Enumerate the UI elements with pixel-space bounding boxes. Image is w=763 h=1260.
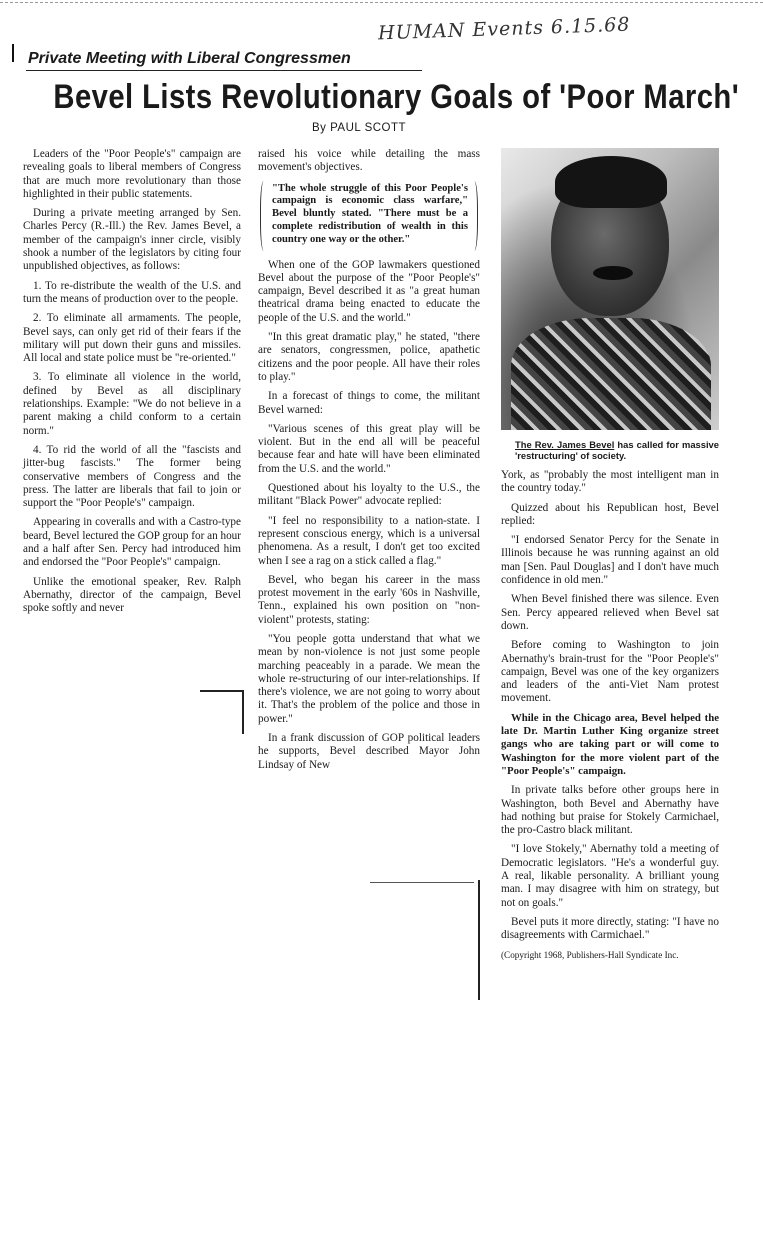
paragraph: Bevel puts it more directly, stating: "I have no disagreements with Carmichael." [501, 915, 719, 942]
paragraph: Quizzed about his Republican host, Bevel replied: [501, 501, 719, 527]
kicker-side-rule [12, 44, 14, 62]
paragraph: "I endorsed Senator Percy for the Senate in Illinois because he was running against an old man [Sen. Paul Douglas] and I don't have much confidence in old men." [501, 534, 719, 587]
paragraph: "You people gotta understand that what we mean by non-violence is not just some people marching peaceably in a parade. We mean the whole re-structuring of our inter-relationships. If there's violence, we are not going to worry about it. That's the problem of the police and those in power." [258, 633, 480, 725]
paragraph: "I love Stokely," Abernathy told a meeting of Democratic legislators. "He's a wonderful guy. A real, likable personality. A brilliant young man. I may disagree with him on strategy, but not on goals." [501, 843, 719, 909]
kicker: Private Meeting with Liberal Congressmen [28, 50, 351, 67]
paragraph: During a private meeting arranged by Sen. Charles Percy (R.-Ill.) the Rev. James Bevel, a member of the campaign's inner circle, visibly shook a number of the legislators by citing four unpublished objectives, as follows: [23, 207, 241, 273]
bold-paragraph: While in the Chicago area, Bevel helped the late Dr. Martin Luther King organize street gangs who are taking part or will come to Washington for the more violent part of the "Poor People's" campaign. [501, 711, 719, 777]
headline: Bevel Lists Revolutionary Goals of 'Poor March' [53, 78, 740, 116]
paragraph: In private talks before other groups here in Washington, both Bevel and Abernathy have had nothing but praise for Stokely Carmichael, the pro-Castro black militant. [501, 784, 719, 837]
paragraph: When one of the GOP lawmakers questioned Bevel about the purpose of the "Poor People's" campaign, Bevel described it as "a great human theatrical drama being enacted to educate the people of the U.S. and the world." [258, 258, 480, 324]
clipping-mark [478, 880, 480, 1000]
photo-shirt [511, 318, 711, 430]
photo-caption [515, 439, 719, 461]
paragraph: Leaders of the "Poor People's" campaign are revealing goals to liberal members of Congress that are much more revolutionary than those highlighted in their public statements. [23, 148, 241, 200]
paragraph: Questioned about his loyalty to the U.S., the militant "Black Power" advocate replied: [258, 482, 480, 508]
paragraph: In a frank discussion of GOP political leaders he supports, Bevel described Mayor John Lindsay of New [258, 732, 480, 771]
paragraph: In a forecast of things to come, the militant Bevel warned: [258, 390, 480, 416]
paragraph: York, as "probably the most intelligent man in the country today." [501, 469, 719, 495]
top-dashed-edge [0, 2, 763, 3]
copyright-line: (Copyright 1968, Publishers-Hall Syndicate Inc. [501, 949, 679, 960]
paragraph: Appearing in coveralls and with a Castro-type beard, Bevel lectured the GOP group for an hour and a half after Sen. Percy had introduced him and endorsed the "Poor People's" campaign. [23, 516, 241, 569]
paragraph: 4. To rid the world of all the "fascists and jitter-bug fascists." The former being conservative members of Congress and the press. The latter are liberals that fail to join or support the "Poor People's" campaign. [23, 443, 241, 510]
kicker-underline [26, 70, 422, 71]
photo-mouth [593, 266, 633, 280]
clipping-mark [242, 690, 244, 734]
caption-text: has called for massive 'restructuring' of society. [515, 439, 719, 461]
pull-quote: "The whole struggle of this Poor People's campaign is economic class warfare," Bevel bluntly stated. "There must be a complete redistribution of wealth in this country one way or the other." [258, 181, 480, 251]
paragraph: 1. To re-distribute the wealth of the U.S. and turn the means of production over to the people. [23, 279, 241, 305]
clipping-mark [370, 882, 474, 883]
column-3 [501, 148, 719, 968]
caption-name: The Rev. James Bevel [515, 439, 615, 450]
clipping-mark [200, 690, 244, 692]
column-2 [258, 148, 480, 778]
paragraph: 2. To eliminate all armaments. The people, Bevel says, can only get rid of their fears if the military will put down their guns and missiles. All local and state police must be "re-oriented." [23, 312, 241, 365]
paragraph: "Various scenes of this great play will be violent. But in the end all will be peaceful because fear and hate will have been eliminated from the U.S. and the world." [258, 422, 480, 475]
paragraph: When Bevel finished there was silence. Even Sen. Percy appeared relieved when Bevel sat down. [501, 593, 719, 632]
paragraph: Unlike the emotional speaker, Rev. Ralph Abernathy, director of the campaign, Bevel spoke softly and never [23, 575, 241, 615]
byline: By PAUL SCOTT [312, 122, 407, 134]
paragraph: raised his voice while detailing the mass movement's objectives. [258, 148, 480, 174]
photo-hair [555, 156, 667, 208]
column-1 [23, 148, 241, 622]
paragraph: Before coming to Washington to join Abernathy's brain-trust for the "Poor People's" campaign, Bevel was one of the key organizers and leaders of the anti-Viet Nam protest movement. [501, 639, 719, 705]
handwritten-annotation: HUMAN Events 6.15.68 [377, 13, 631, 45]
portrait-photo [501, 148, 719, 430]
paragraph: "I feel no responsibility to a nation-state. I represent conscious energy, which is a universal phenomena. As a result, I don't get too excited when I see a rag on a stick called a flag." [258, 514, 480, 567]
paragraph: "In this great dramatic play," he stated, "there are senators, congressmen, police, apathetic citizens and the poor people. All have their roles to play." [258, 331, 480, 383]
paragraph: 3. To eliminate all violence in the world, defined by Bevel as all disciplinary relationships. Example: "We do not believe in a parent making a child conform to a certain norm." [23, 371, 241, 437]
paragraph: Bevel, who began his career in the mass protest movement in the early '60s in Nashville, Tenn., explained his own position on "non-violent" protests, stating: [258, 573, 480, 626]
